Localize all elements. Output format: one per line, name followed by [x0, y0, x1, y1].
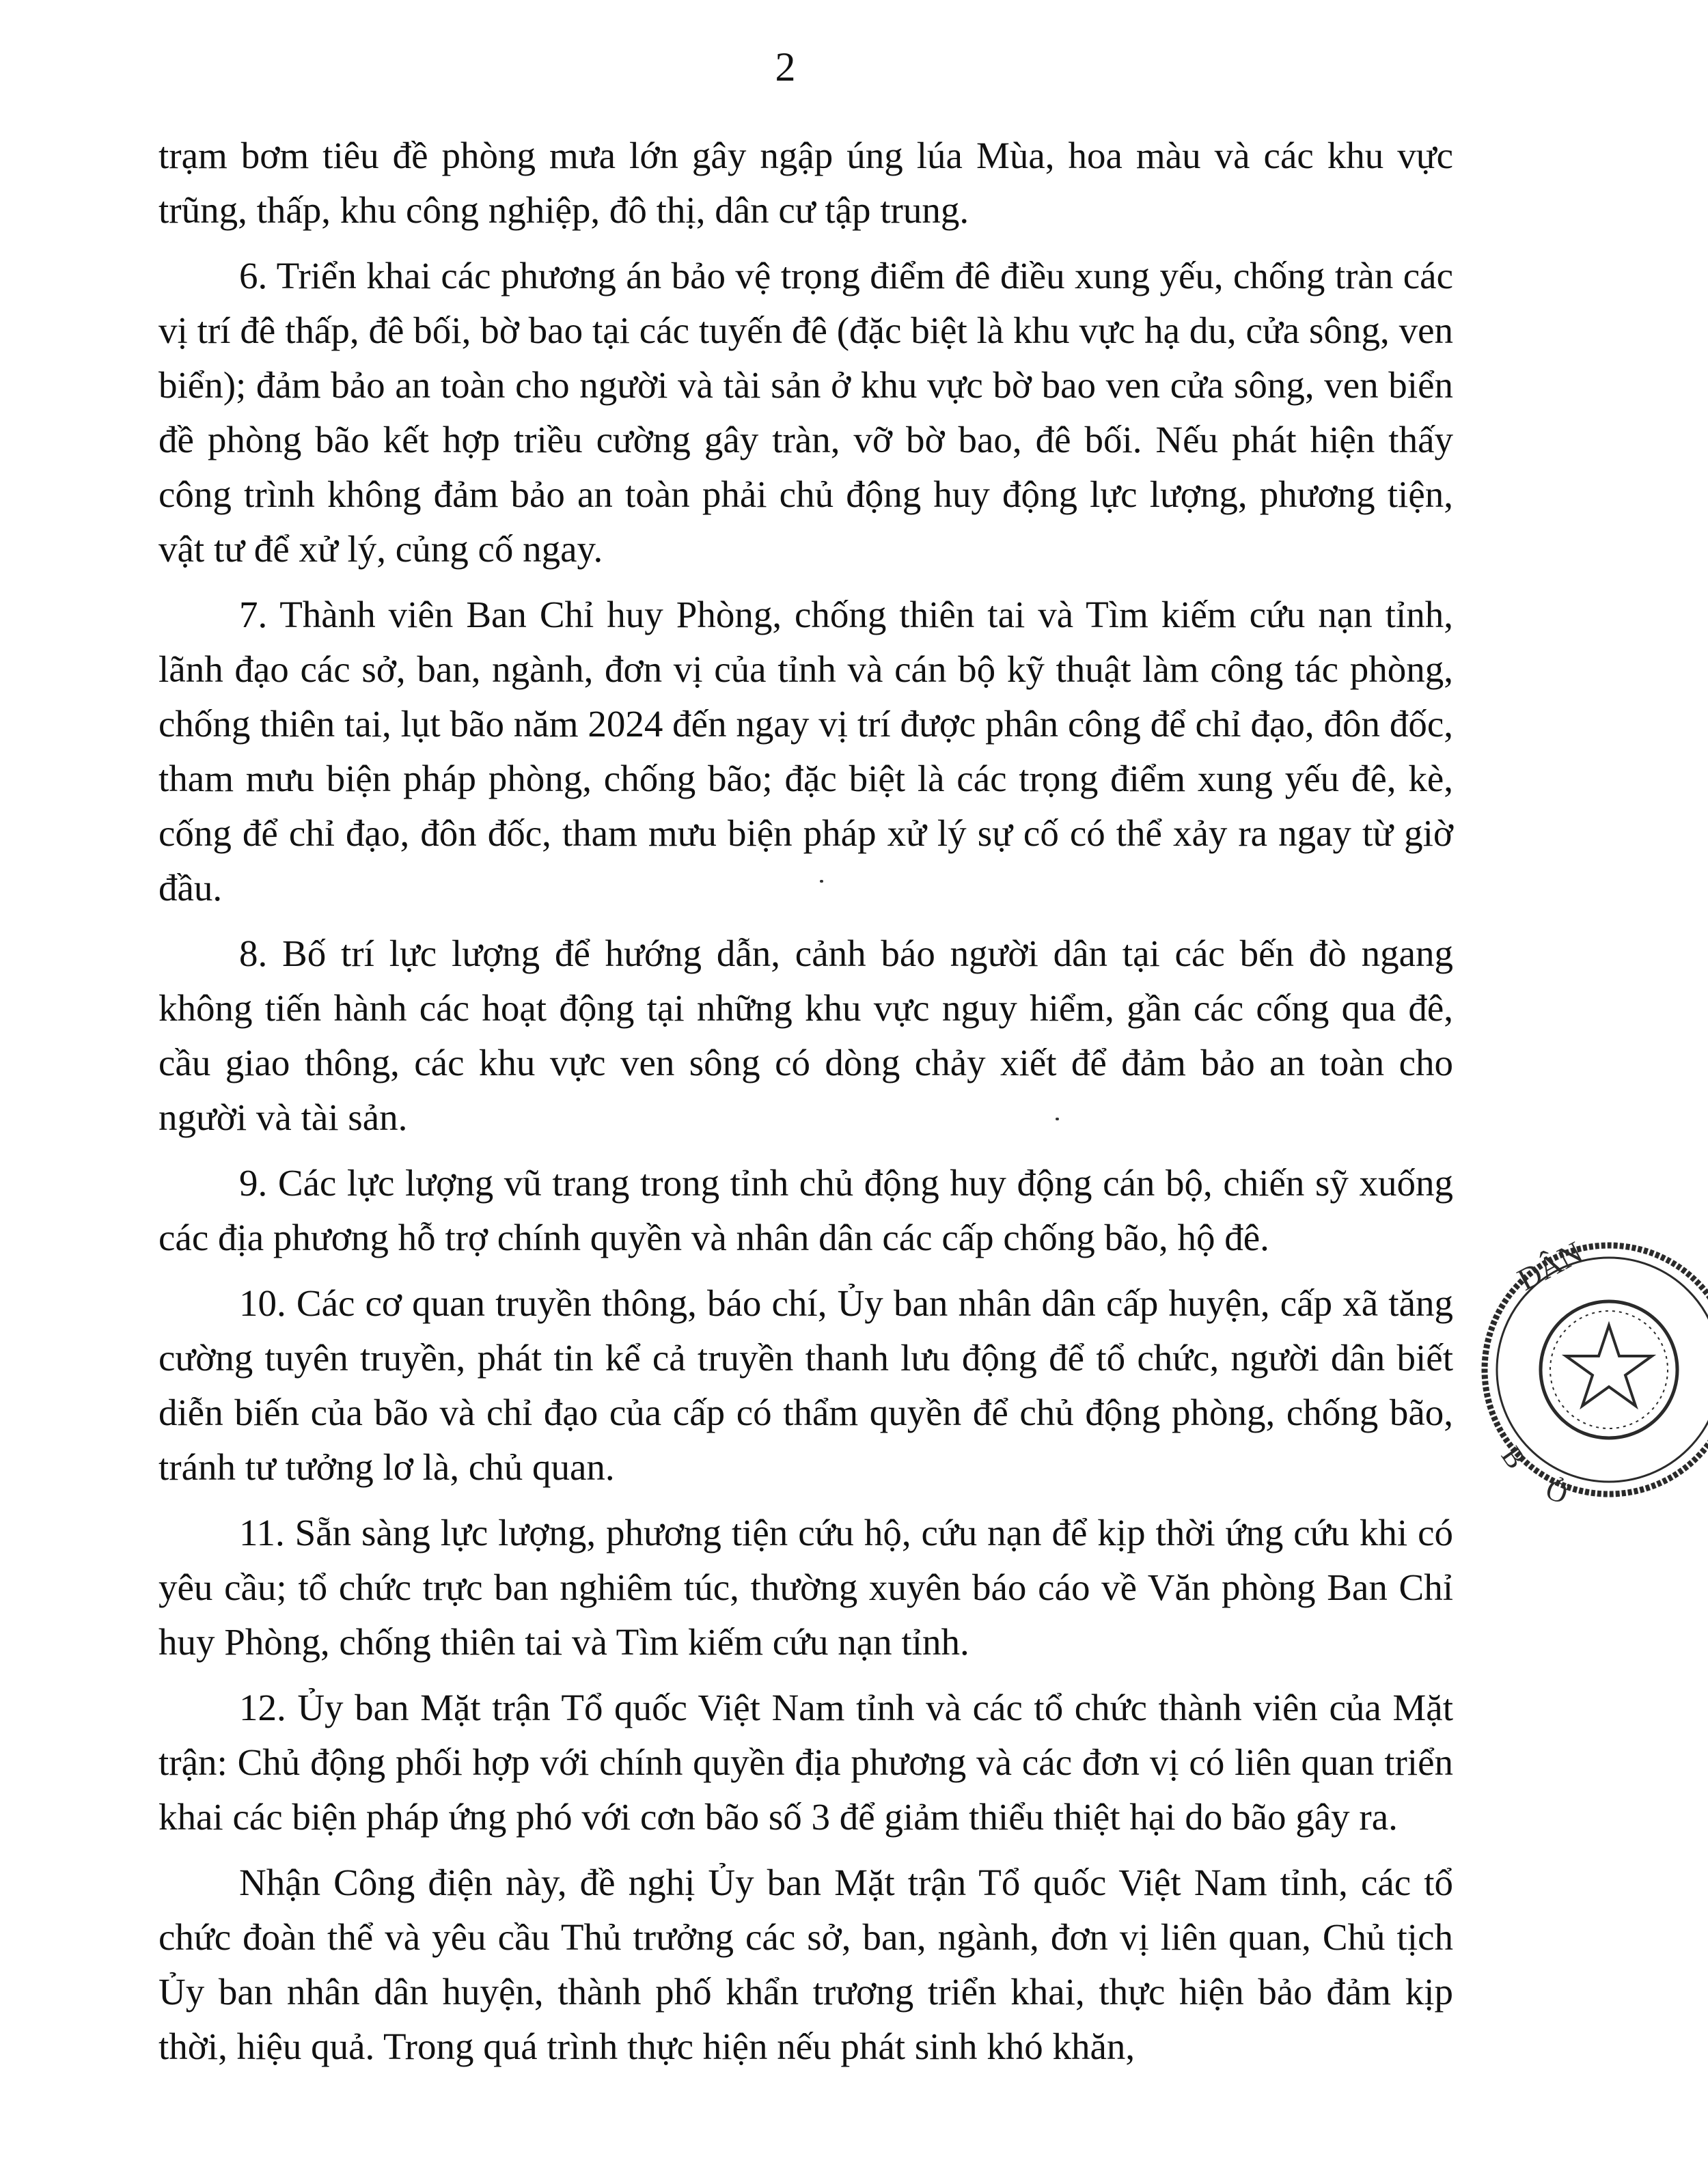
- document-body: [159, 128, 1453, 2085]
- scan-speck: [820, 880, 823, 883]
- paragraph-item-12: 12. Ủy ban Mặt trận Tổ quốc Việt Nam tỉnh và các tổ chức thành viên của Mặt trận: Chủ động phối hợp với chính quyền địa phương và các đơn vị có liên quan triển khai các biện pháp ứng phó với cơn bão số 3 để giảm thiểu thiệt hại do bão gây ra.: [159, 1687, 1453, 1838]
- seal-text-top: DÂN: [1511, 1234, 1588, 1297]
- official-seal-stamp: [1462, 1223, 1708, 1517]
- paragraph-item-10: 10. Các cơ quan truyền thông, báo chí, Ủy ban nhân dân cấp huyện, cấp xã tăng cường tuyên truyền, phát tin kể cả truyền thanh lưu động để tổ chức, người dân biết diễn biến của bão và chỉ đạo của cấp có thẩm quyền để chủ động phòng, chống bão, tránh tư tưởng lơ là, chủ quan.: [159, 1282, 1453, 1488]
- page-number: 2: [775, 44, 796, 89]
- paragraph-closing: Nhận Công điện này, đề nghị Ủy ban Mặt trận Tổ quốc Việt Nam tỉnh, các tổ chức đoàn thể và yêu cầu Thủ trưởng các sở, ban, ngành, đơn vị liên quan, Chủ tịch Ủy ban nhân dân huyện, thành phố khẩn trương triển khai, thực hiện bảo đảm kịp thời, hiệu quả. Trong quá trình thực hiện nếu phát sinh khó khăn,: [159, 1862, 1453, 2067]
- paragraph-item-9: 9. Các lực lượng vũ trang trong tỉnh chủ động huy động cán bộ, chiến sỹ xuống các địa phương hỗ trợ chính quyền và nhân dân các cấp chống bão, hộ đê.: [159, 1162, 1453, 1258]
- paragraph-item-11: 11. Sẵn sàng lực lượng, phương tiện cứu hộ, cứu nạn để kịp thời ứng cứu khi có yêu cầu; tổ chức trực ban nghiêm túc, thường xuyên báo cáo về Văn phòng Ban Chỉ huy Phòng, chống thiên tai và Tìm kiếm cứu nạn tỉnh.: [159, 1512, 1453, 1663]
- seal-text-bottom: Ở: [1541, 1474, 1571, 1510]
- paragraph-continuation: trạm bơm tiêu đề phòng mưa lớn gây ngập úng lúa Mùa, hoa màu và các khu vực trũng, thấp, khu công nghiệp, đô thị, dân cư tập trung.: [159, 135, 1453, 231]
- seal-text-left: B: [1494, 1441, 1532, 1475]
- paragraph-item-6: 6. Triển khai các phương án bảo vệ trọng điểm đê điều xung yếu, chống tràn các vị trí đê thấp, đê bối, bờ bao tại các tuyến đê (đặc biệt là khu vực hạ du, cửa sông, ven biển); đảm bảo an toàn cho người và tài sản ở khu vực bờ bao ven cửa sông, ven biển đề phòng bão kết hợp triều cường gây tràn, vỡ bờ bao, đê bối. Nếu phát hiện thấy công trình không đảm bảo an toàn phải chủ động huy động lực lượng, phương tiện, vật tư để xử lý, củng cố ngay.: [159, 255, 1453, 570]
- paragraph-item-8: 8. Bố trí lực lượng để hướng dẫn, cảnh báo người dân tại các bến đò ngang không tiến hành các hoạt động tại những khu vực nguy hiểm, gần các cống qua đê, cầu giao thông, các khu vực ven sông có dòng chảy xiết để đảm bảo an toàn cho người và tài sản.: [159, 932, 1453, 1138]
- paragraph-item-7: 7. Thành viên Ban Chỉ huy Phòng, chống thiên tai và Tìm kiếm cứu nạn tỉnh, lãnh đạo các sở, ban, ngành, đơn vị của tỉnh và cán bộ kỹ thuật làm công tác phòng, chống thiên tai, lụt bão năm 2024 đến ngay vị trí được phân công để chỉ đạo, đôn đốc, tham mưu biện pháp phòng, chống bão; đặc biệt là các trọng điểm xung yếu đê, kè, cống để chỉ đạo, đôn đốc, tham mưu biện pháp xử lý sự cố có thể xảy ra ngay từ giờ đầu.: [159, 594, 1453, 909]
- scan-speck: [1056, 1118, 1059, 1120]
